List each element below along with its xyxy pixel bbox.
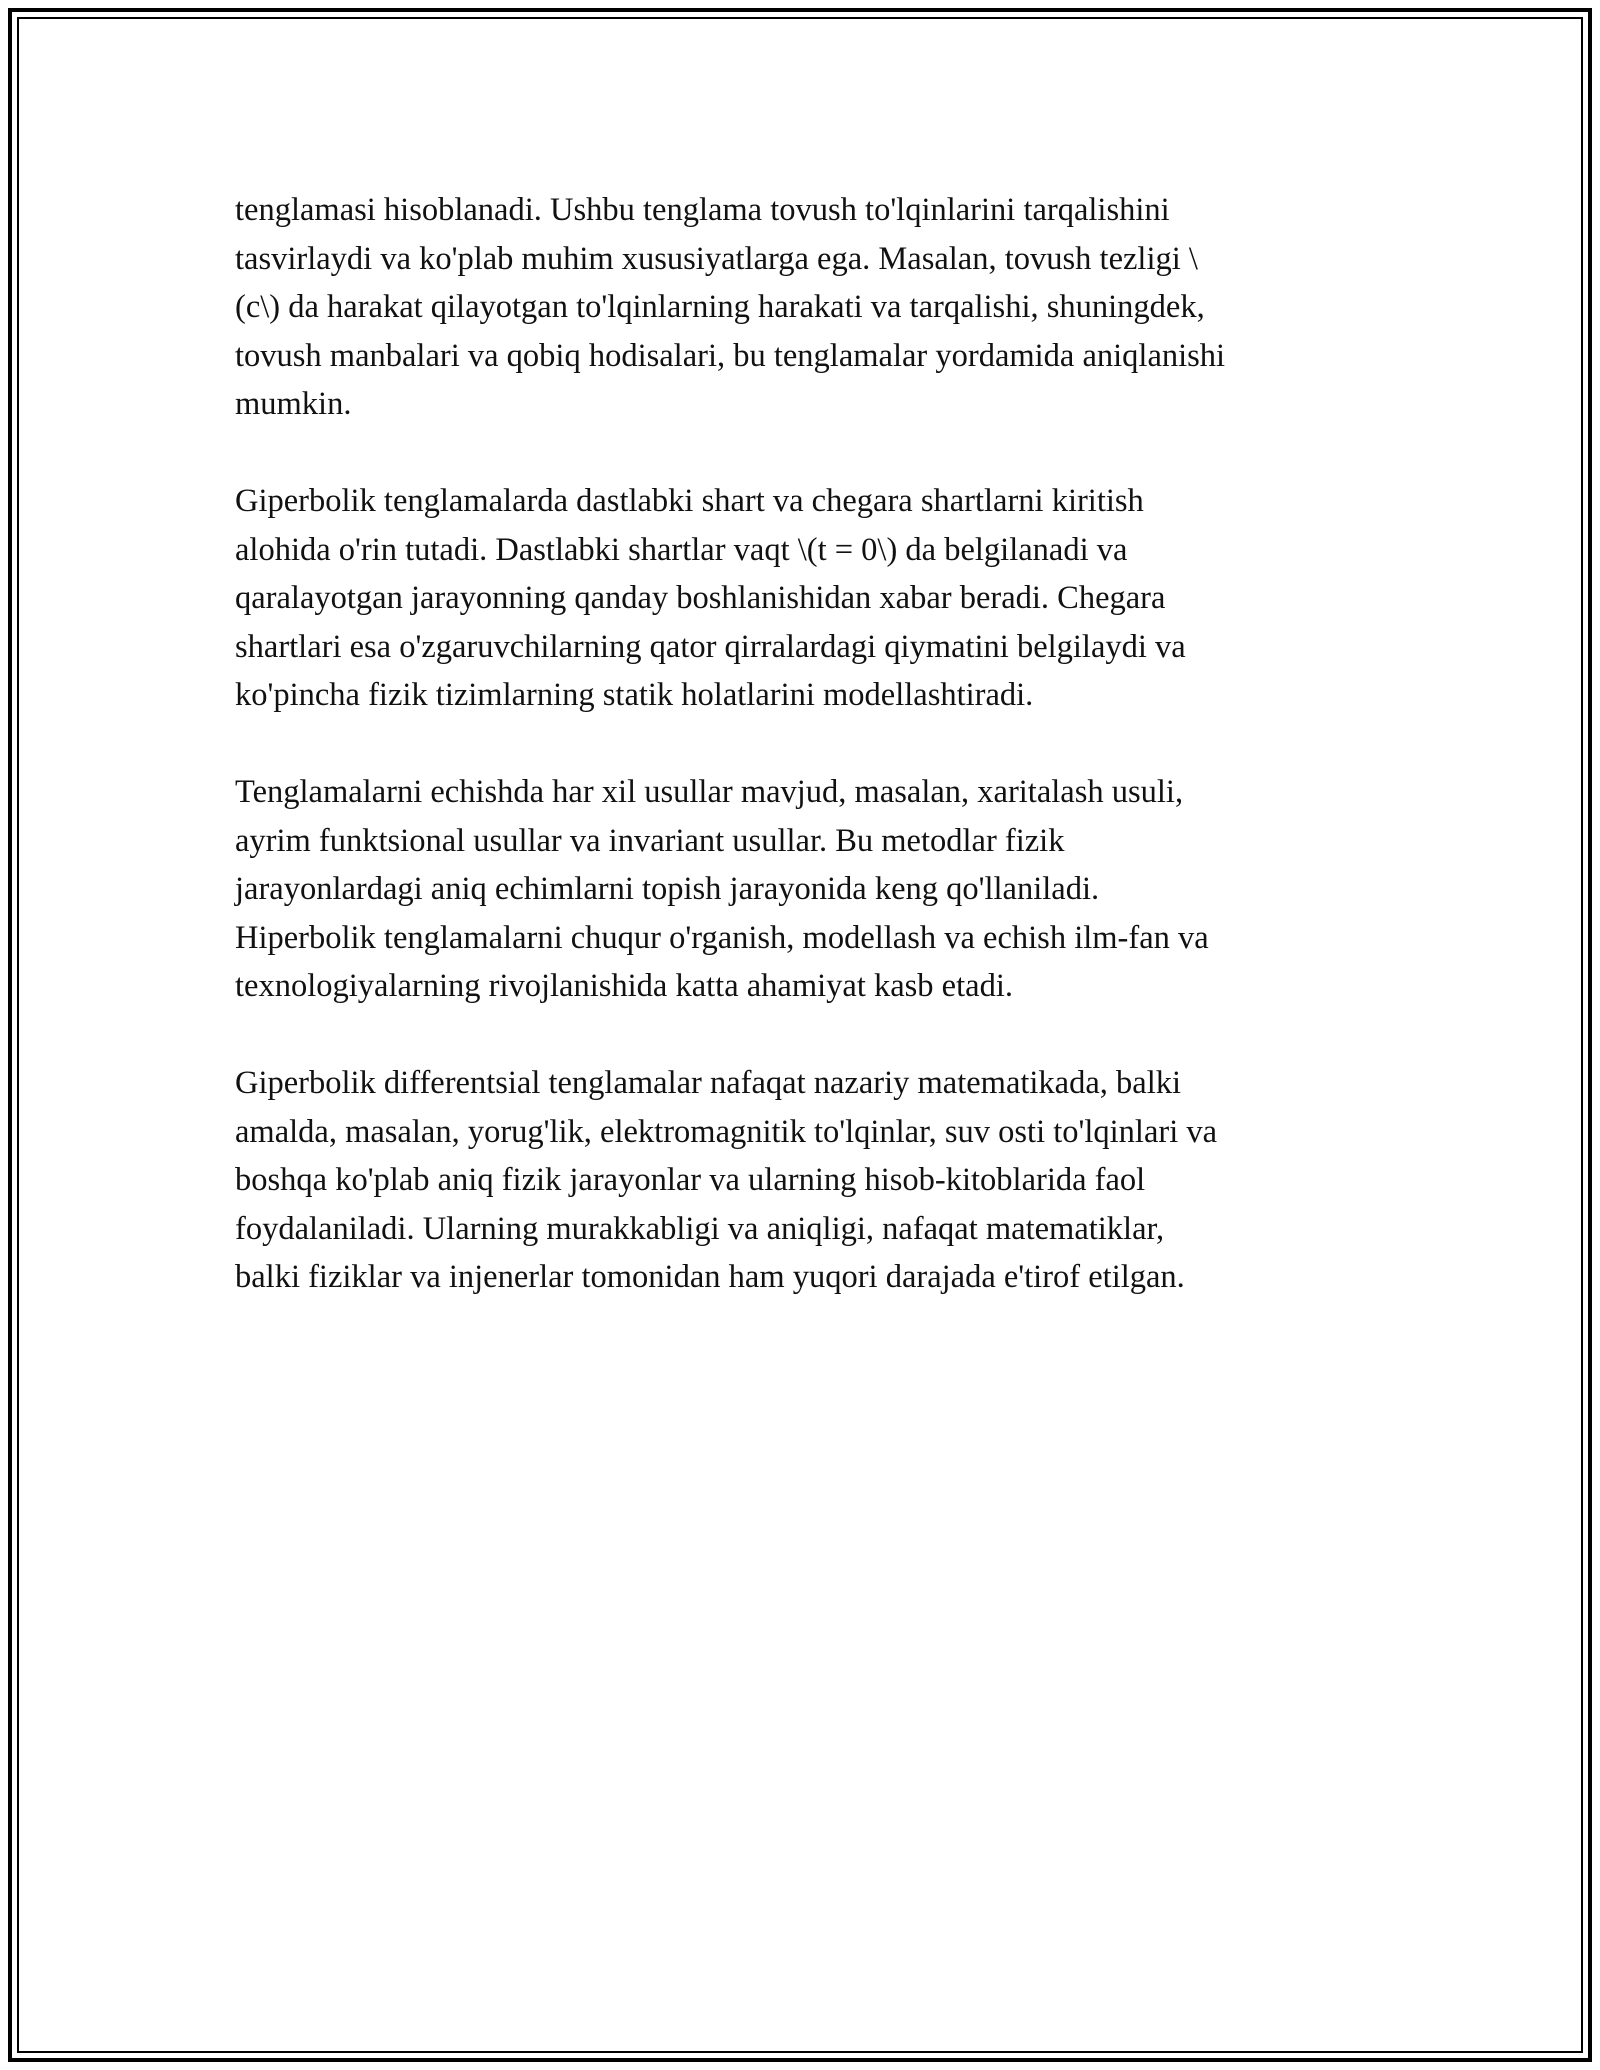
paragraph-4: Giperbolik differentsial tenglamalar nafaqat nazariy matematikada, balki amalda, masalan, yorug'lik, elektromagnitik to'lqinlar, suv osti to'lqinlari va boshqa ko'plab aniq fizik jarayonlar va ularning hisob-kitoblarida faol foydalaniladi. Ularning murakkabligi va aniqligi, nafaqat matematiklar, balki fiziklar va injenerlar tomonidan ham yuqori darajada e'tirof etilgan. — [235, 1065, 1218, 1295]
paragraph-3: Tenglamalarni echishda har xil usullar mavjud, masalan, xaritalash usuli, ayrim funktsional usullar va invariant usullar. Bu metodlar fizik jarayonlardagi aniq echimlarni topish jarayonida keng qo'llaniladi. Hiperbolik tenglamalarni chuqur o'rganish, modellash va echish ilm-fan va texnologiyalarning rivojlanishida katta ahamiyat kasb etadi. — [235, 774, 1209, 1004]
document-body — [235, 186, 1360, 1350]
paragraph-2: Giperbolik tenglamalarda dastlabki shart va chegara shartlarni kiritish alohida o'rin tutadi. Dastlabki shartlar vaqt \(t = 0\) da belgilanadi va qaralayotgan jarayonning qanday boshlanishidan xabar beradi. Chegara shartlari esa o'zgaruvchilarning qator qirralardagi qiymatini belgilaydi va ko'pincha fizik tizimlarning statik holatlarini modellashtiradi. — [235, 483, 1186, 713]
paragraph-1: tenglamasi hisoblanadi. Ushbu tenglama tovush to'lqinlarini tarqalishini tasvirlaydi va ko'plab muhim xususiyatlarga ega. Masalan, tovush tezligi \ (c\) da harakat qilayotgan to'lqinlarning harakati va tarqalishi, shuningdek, tovush manbalari va qobiq hodisalari, bu tenglamalar yordamida aniqlanishi mumkin. — [235, 192, 1226, 422]
